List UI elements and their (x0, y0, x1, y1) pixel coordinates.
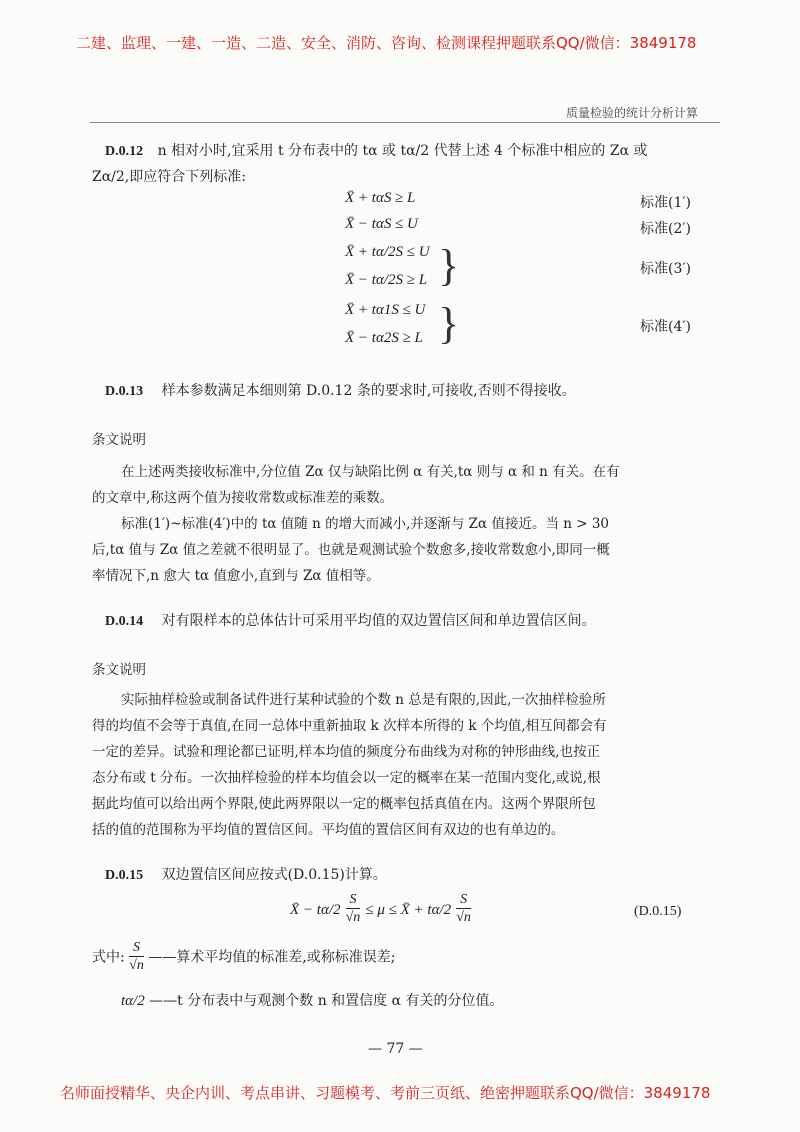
note-line: 标准(1′)~标准(4′)中的 tα 值随 n 的增大而减小,并逐渐与 Zα 值接近。当 n > 30 (121, 516, 610, 532)
note-line: 后,tα 值与 Zα 值之差就不很明显了。也就是观测试验个数愈多,接收常数愈小,即同一概 (92, 542, 610, 558)
clause-text: 样本参数满足本细则第 D.0.12 条的要求时,可接收,否则不得接收。 (161, 383, 576, 399)
clause-d013 (105, 378, 725, 405)
clause-number: D.0.13 (105, 384, 144, 399)
equation-d015 (290, 892, 471, 927)
where-text: ——算术平均值的标准差,或称标准误差; (148, 949, 396, 966)
fraction (456, 892, 471, 927)
where-line-2 (121, 988, 504, 1014)
criterion-2-label: 标准(2′) (640, 221, 692, 237)
criterion-3b-formula: X̄ − tα/2S ≥ L (345, 272, 428, 288)
fraction-denominator: √n (456, 910, 471, 925)
fraction-denominator: √n (129, 958, 144, 973)
clause-number: D.0.12 (105, 144, 144, 159)
criterion-2-formula: X̄ − tαS ≤ U (345, 216, 418, 232)
clause-number: D.0.15 (105, 868, 144, 883)
note-line: 得的均值不会等于真值,在同一总体中重新抽取 k 次样本所得的 k 个均值,相互间都会有 (92, 718, 607, 734)
where-text: ——t 分布表中与观测个数 n 和置信度 α 有关的分位值。 (149, 993, 504, 1009)
note-line: 实际抽样检验或制备试件进行某种试验的个数 n 总是有限的,因此,一次抽样检验所 (121, 692, 606, 708)
promo-banner-top: 二建、监理、一建、一造、二造、安全、消防、咨询、检测课程押题联系QQ/微信：3849178 (76, 34, 697, 52)
brace-3: } (438, 241, 460, 290)
criterion-1-formula: X̄ + tαS ≥ L (345, 190, 416, 206)
fraction-numerator: S (346, 892, 361, 909)
criterion-3-label: 标准(3′) (640, 261, 692, 277)
fraction-numerator: S (456, 892, 471, 909)
note-line: 态分布或 t 分布。一次抽样检验的样本均值会以一定的概率在某一范围内变化,或说,根 (92, 770, 601, 786)
note-line: 率情况下,n 愈大 tα 值愈小,直到与 Zα 值相等。 (92, 568, 380, 584)
running-header: 质量检验的统计分析计算 (566, 106, 699, 120)
brace-4: } (438, 299, 460, 348)
criterion-4a-formula: X̄ + tα1S ≤ U (345, 302, 426, 318)
criterion-4b-formula: X̄ − tα2S ≥ L (345, 330, 423, 346)
where-symbol: tα/2 (121, 993, 145, 1009)
where-prefix: 式中: (92, 949, 125, 966)
note-title: 条文说明 (92, 432, 146, 448)
criterion-3a-formula: X̄ + tα/2S ≤ U (345, 244, 430, 260)
criterion-4-label: 标准(4′) (640, 319, 692, 335)
clause-d015 (105, 862, 725, 889)
note-title: 条文说明 (92, 662, 146, 678)
note-line: 据此均值可以给出两个界限,使此两界限以一定的概率包括真值在内。这两个界限所包 (92, 796, 596, 812)
equation-label: (D.0.15) (634, 904, 682, 919)
page-number: — 77 — (368, 1041, 423, 1057)
clause-text: 双边置信区间应按式(D.0.15)计算。 (161, 867, 387, 883)
clause-text: 对有限样本的总体估计可采用平均值的双边置信区间和单边置信区间。 (161, 613, 596, 629)
clause-d014 (105, 608, 725, 635)
note-line: 的文章中,称这两个值为接收常数或标准差的乘数。 (92, 490, 394, 506)
fraction (129, 940, 144, 975)
note-line: 括的值的范围称为平均值的置信区间。平均值的置信区间有双边的也有单边的。 (92, 822, 565, 838)
where-line-1 (92, 940, 395, 975)
clause-d012 (105, 138, 725, 165)
fraction-denominator: √n (345, 910, 361, 925)
fraction (346, 892, 361, 927)
eq-left: X̄ − tα/2 (290, 902, 341, 918)
clause-d012-cont: Zα/2,即应符合下列标准: (92, 169, 246, 185)
clause-text: n 相对小时,宜采用 t 分布表中的 tα 或 tα/2 代替上述 4 个标准中相应的 Zα 或 (157, 143, 648, 159)
eq-mid: ≤ μ ≤ X̄ + tα/2 (365, 902, 452, 918)
header-rule (90, 122, 720, 123)
note-line: 在上述两类接收标准中,分位值 Zα 仅与缺陷比例 α 有关,tα 则与 α 和 n 有关。在有 (121, 464, 620, 480)
promo-banner-bottom: 名师面授精华、央企内训、考点串讲、习题模考、考前三页纸、绝密押题联系QQ/微信：3849178 (60, 1084, 711, 1102)
fraction-numerator: S (129, 940, 144, 957)
clause-number: D.0.14 (105, 614, 144, 629)
criterion-1-label: 标准(1′) (640, 195, 692, 211)
note-line: 一定的差异。试验和理论都已证明,样本均值的频度分布曲线为对称的钟形曲线,也按正 (92, 744, 601, 760)
